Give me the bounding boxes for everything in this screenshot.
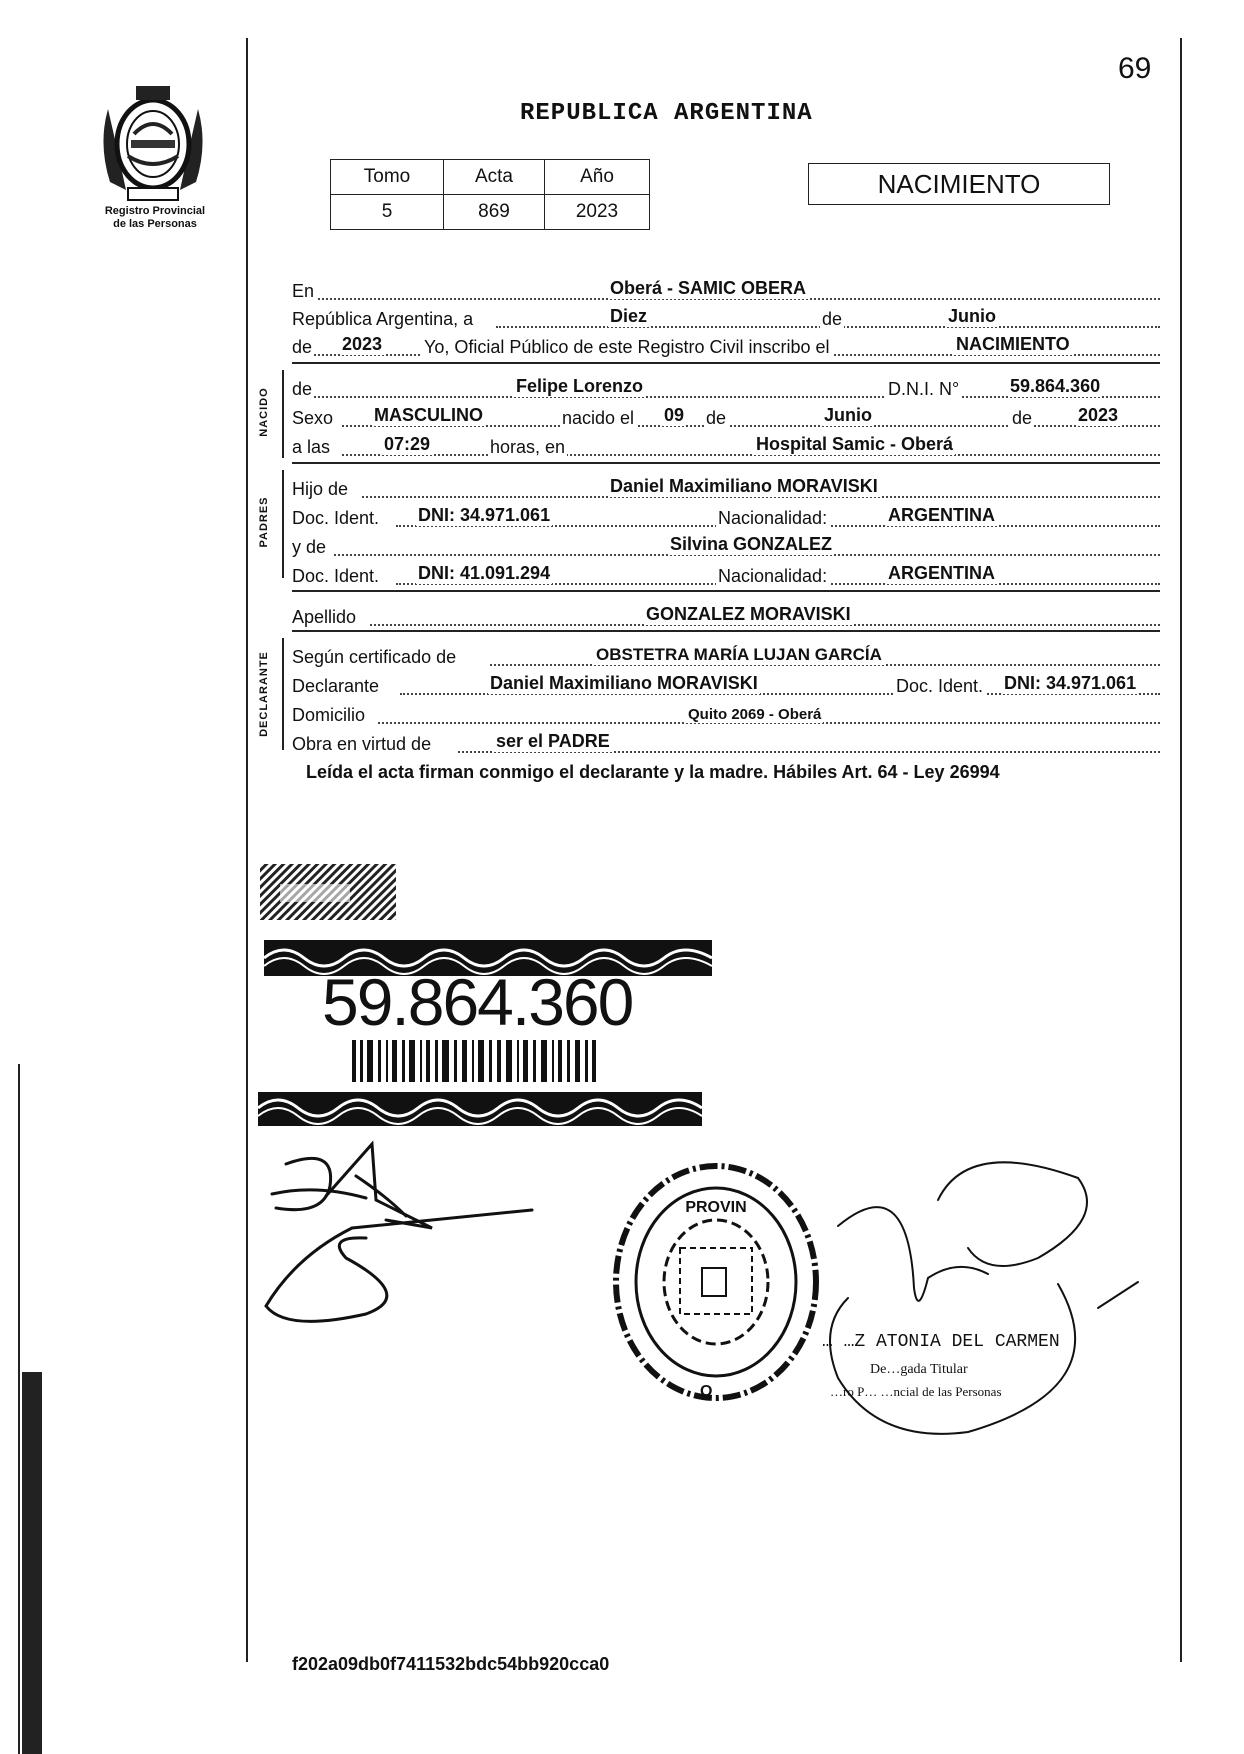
outer-edge-line [18, 1064, 20, 1754]
sex-value: MASCULINO [374, 405, 483, 425]
declarant-signature [256, 1136, 556, 1356]
binding-shadow [22, 1372, 42, 1754]
year-value: 2023 [342, 334, 383, 354]
country-title: REPUBLICA ARGENTINA [520, 100, 813, 127]
year-prefix: de [292, 337, 313, 357]
page-number: 69 [1118, 52, 1152, 85]
row-certificate [292, 640, 1160, 668]
side-label-padres: PADRES [258, 496, 270, 548]
born-name: Felipe Lorenzo [516, 376, 644, 396]
cert-label: Según certificado de [292, 647, 457, 667]
ref-value-tomo: 5 [331, 195, 444, 230]
row-place [292, 274, 1160, 302]
dni-sticker-number: 59.864.360 [322, 965, 633, 1039]
section-divider [292, 462, 1160, 464]
row-capacity [292, 727, 1160, 755]
closing-statement: Leída el acta firman conmigo el declarante y la madre. Hábiles Art. 64 - Ley 26994 [306, 762, 1000, 782]
registry-name [80, 205, 230, 231]
place-label: En [292, 281, 315, 301]
ref-header-acta: Acta [444, 160, 545, 195]
row-mother [292, 530, 1160, 558]
born-de2: de [1012, 408, 1033, 428]
month-value: Junio [948, 306, 996, 326]
ref-header-tomo: Tomo [331, 160, 444, 195]
mother-nat-label: Nacionalidad: [718, 566, 828, 586]
row-born-time [292, 430, 1160, 458]
mother-label: y de [292, 537, 327, 557]
mother-nationality: ARGENTINA [888, 563, 995, 583]
security-sticker-small [258, 862, 398, 922]
address-value: Quito 2069 - Oberá [688, 706, 822, 723]
section-divider [292, 590, 1160, 592]
row-born-sex [292, 401, 1160, 429]
row-surname [292, 600, 1160, 628]
declarant-label: Declarante [292, 676, 380, 696]
right-margin-line [1180, 38, 1182, 1662]
capacity-label: Obra en virtud de [292, 734, 432, 754]
act-type-box: NACIMIENTO [808, 163, 1110, 205]
mother-name: Silvina GONZALEZ [670, 534, 833, 554]
section-divider [292, 630, 1160, 632]
official-signature [818, 1148, 1148, 1448]
ref-header-ano: Año [545, 160, 650, 195]
surname-value: GONZALEZ MORAVISKI [646, 604, 851, 624]
declarant-doc: DNI: 34.971.061 [1004, 673, 1137, 693]
father-name: Daniel Maximiliano MORAVISKI [610, 476, 878, 496]
row-father [292, 472, 1160, 500]
cert-value: OBSTETRA MARÍA LUJAN GARCÍA [596, 645, 882, 664]
father-nationality: ARGENTINA [888, 505, 995, 525]
declarante-bracket [282, 638, 284, 750]
declarant-name: Daniel Maximiliano MORAVISKI [490, 673, 758, 693]
row-father-doc [292, 501, 1160, 529]
country-label: República Argentina, a [292, 309, 474, 329]
official-stamp [606, 1156, 828, 1426]
security-band-bottom [258, 1092, 702, 1126]
registry-name-line1: Registro Provincial [104, 205, 206, 217]
nacido-bracket [282, 370, 284, 458]
ref-value-ano: 2023 [545, 195, 650, 230]
ref-value-acta: 869 [444, 195, 545, 230]
born-year: 2023 [1078, 405, 1119, 425]
act-name: NACIMIENTO [956, 334, 1070, 354]
row-address [292, 698, 1160, 726]
time-suffix: horas, en [490, 437, 566, 457]
side-label-declarante: DECLARANTE [258, 651, 270, 737]
side-label-nacido: NACIDO [258, 387, 270, 437]
born-name-label: de [292, 379, 313, 399]
left-margin-line [246, 38, 248, 1662]
born-place: Hospital Samic - Oberá [756, 434, 954, 454]
row-officer [292, 330, 1160, 358]
row-declarant [292, 669, 1160, 697]
official-organization: …ro P… …ncial de las Personas [830, 1384, 1002, 1399]
born-de1: de [706, 408, 727, 428]
address-label: Domicilio [292, 705, 366, 725]
place-value: Oberá - SAMIC OBERA [610, 278, 807, 298]
provincial-seal [98, 84, 208, 204]
day-words: Diez [610, 306, 648, 326]
father-nat-label: Nacionalidad: [718, 508, 828, 528]
svg-text:O: O [700, 1383, 713, 1400]
father-label: Hijo de [292, 479, 349, 499]
padres-bracket [282, 470, 284, 578]
svg-text:PROVIN: PROVIN [685, 1199, 747, 1216]
mother-doc: DNI: 41.091.294 [418, 563, 551, 583]
mother-doc-label: Doc. Ident. [292, 566, 380, 586]
row-date [292, 302, 1160, 330]
barcode [352, 1040, 598, 1082]
of-label: de [822, 309, 843, 329]
row-born-name [292, 372, 1160, 400]
row-mother-doc [292, 559, 1160, 587]
registry-name-line2: de las Personas [113, 218, 197, 230]
father-doc-label: Doc. Ident. [292, 508, 380, 528]
reference-table [330, 159, 650, 230]
declarant-doc-label: Doc. Ident. [896, 676, 984, 696]
born-dni: 59.864.360 [1010, 376, 1101, 396]
born-day: 09 [664, 405, 685, 425]
official-role: De…gada Titular [870, 1362, 968, 1377]
born-dni-label: D.N.I. N° [888, 379, 960, 399]
sex-label: Sexo [292, 408, 334, 428]
father-doc: DNI: 34.971.061 [418, 505, 551, 525]
time-prefix: a las [292, 437, 331, 457]
born-month: Junio [824, 405, 872, 425]
document-hash: f202a09db0f7411532bdc54bb920cca0 [292, 1654, 610, 1674]
capacity-value: ser el PADRE [496, 731, 610, 751]
born-on-label: nacido el [562, 408, 635, 428]
officer-text: Yo, Oficial Público de este Registro Civil inscribo el [424, 337, 830, 357]
section-divider [292, 362, 1160, 364]
surname-label: Apellido [292, 607, 357, 627]
official-name: … …Z ATONIA DEL CARMEN [822, 1332, 1060, 1352]
born-time: 07:29 [384, 434, 431, 454]
